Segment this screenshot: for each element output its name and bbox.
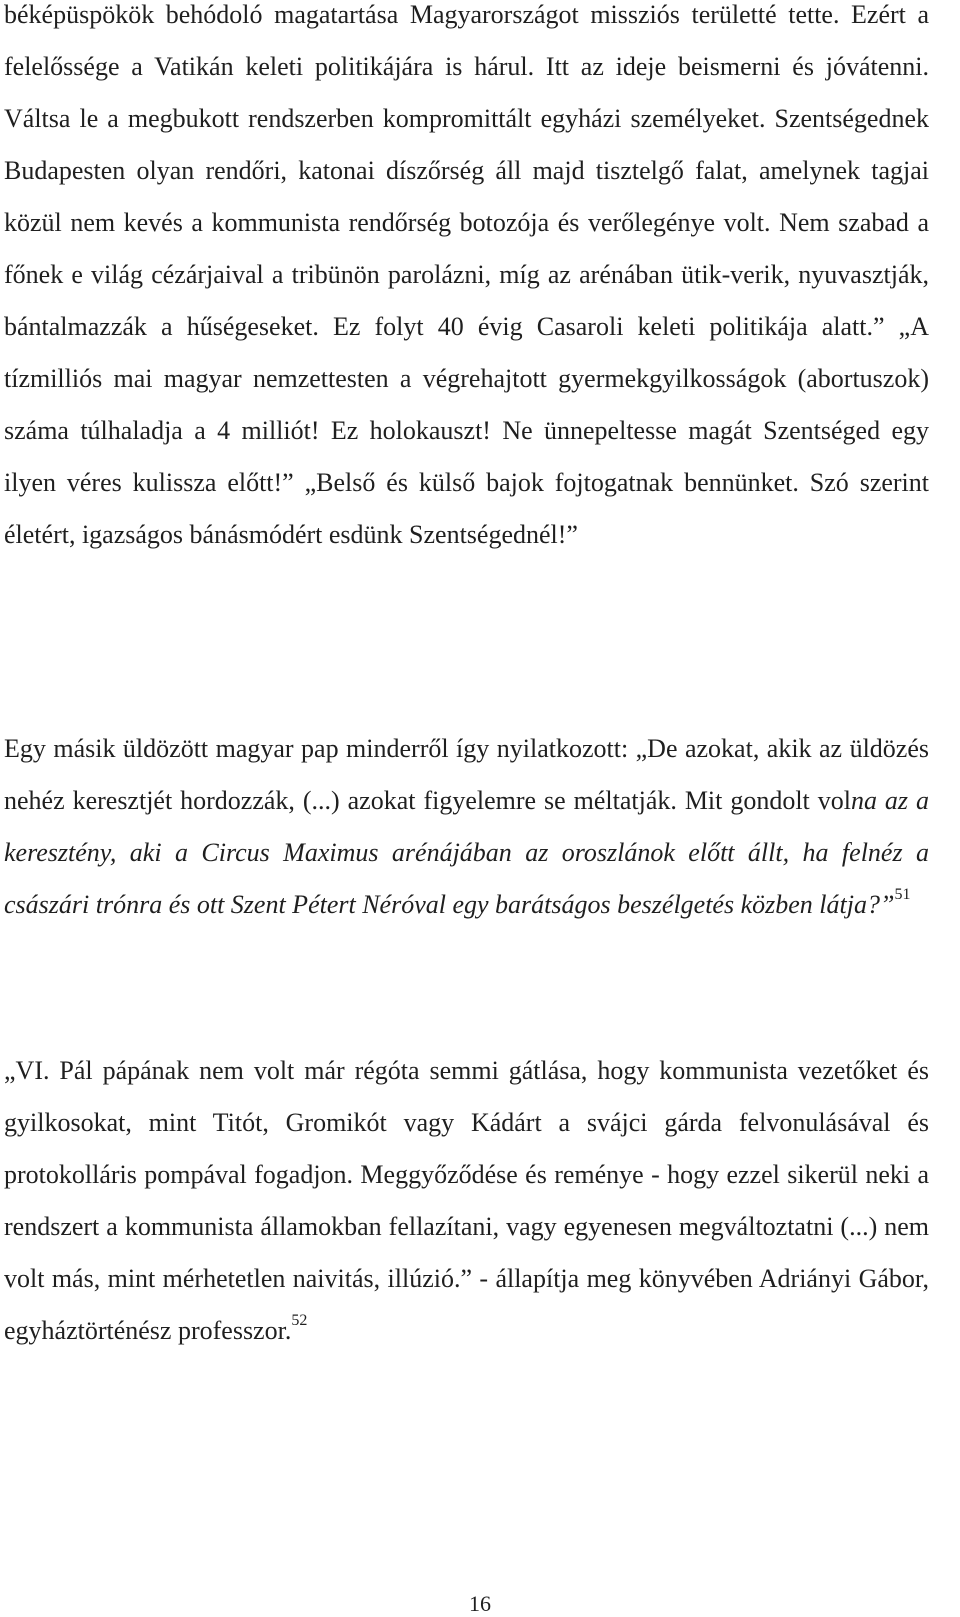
paragraph-3-text: „VI. Pál pápának nem volt már régóta semmi gátlása, hogy kommunista vezetőket és gyilkosokat, mint Titót, Gromikót vagy Kádárt a svájci gárda felvonulásával és protokolláris pompával fogadjon. Meggyőződése és reménye - hogy ezzel sikerül neki a rendszert a kommunista államokban fellazítani, vagy egyenesen megváltoztatni (...) nem volt más, mint mérhetetlen naivitás, illúzió.” - állapítja meg könyvében Adriányi Gábor, egyháztörténész professzor. [4, 1056, 929, 1345]
paragraph-1-text: béképüspökök behódoló magatartása Magyarországot missziós területté tette. Ezért a felelőssége a Vatikán keleti politikájára is hárul. Itt az ideje beismerni és jóvátenni. Váltsa le a megbukott rendszerben kompromittált egyházi személyeket. Szentségednek Budapesten olyan rendőri, katonai díszőrség áll majd tisztelgő falat, amelynek tagjai közül nem kevés a kommunista rendőrség botozója és verőlegénye volt. Nem szabad a főnek e világ cézárjaival a tribünön parolázni, míg az arénában ütik-verik, nyuvasztják, bántalmazzák a hűségeseket. Ez folyt 40 évig Casaroli keleti politikája alatt.” „A tízmilliós mai magyar nemzettesten a végrehajtott gyermekgyilkosságok (abortuszok) száma túlhaladja a 4 milliót! Ez holokauszt! Ne ünnepeltesse magát Szentséged egy ilyen véres kulissza előtt!” „Belső és külső bajok fojtogatnak bennünket. Szó szerint életért, igazságos bánásmódért esdünk Szentségednél!” [4, 0, 929, 549]
paragraph-3 [4, 1045, 929, 1357]
footnote-ref-51[interactable]: 51 [894, 886, 911, 904]
footnote-ref-52[interactable]: 52 [291, 1312, 308, 1330]
paragraph-2 [4, 723, 929, 931]
page-number: 16 [469, 1591, 491, 1616]
paragraph-1 [4, 0, 929, 561]
paragraph-2-text: Egy másik üldözött magyar pap minderről így nyilatkozott: „De azokat, akik az üldözés nehéz keresztjét hordozzák, (...) azokat figyelemre se méltatják. Mit gondolt vol [4, 734, 929, 815]
paragraph-2-italic-quote: na az a keresztény, aki a Circus Maximus arénájában az oroszlánok előtt állt, ha felnéz a császári trónra és ott Szent Pétert Néróval egy barátságos beszélgetés közben látja?” [4, 786, 929, 919]
